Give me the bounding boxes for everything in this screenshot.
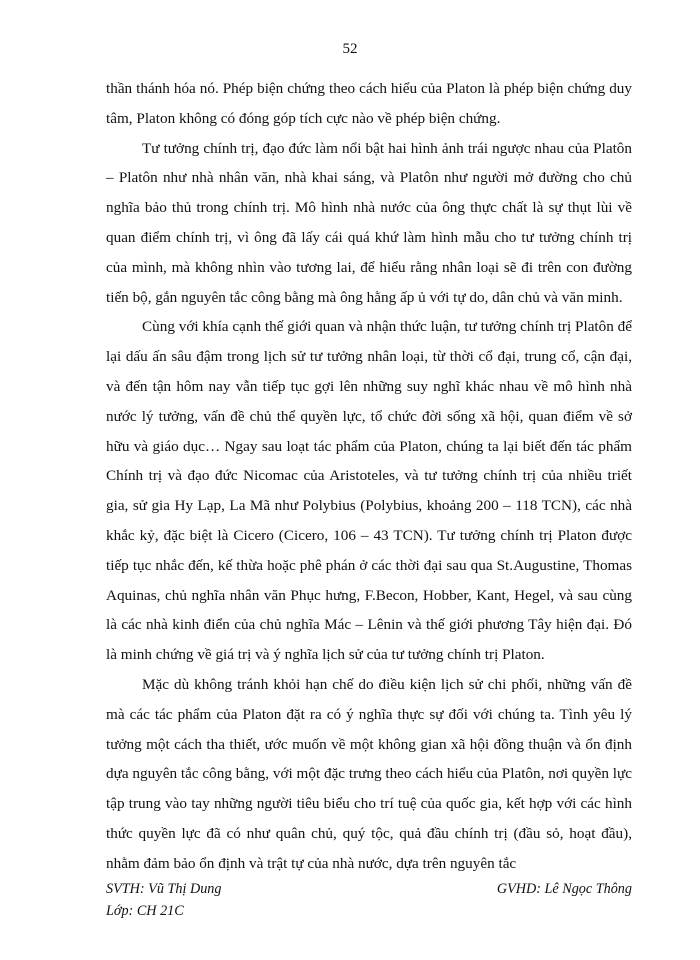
footer-advisor: GVHD: Lê Ngọc Thông xyxy=(496,881,632,897)
footer-class: Lớp: CH 21C xyxy=(106,903,184,919)
paragraph-4: Mặc dù không tránh khỏi hạn chế do điều kiện lịch sử chi phối, những vấn đề mà các tác phẩm của Platon đặt ra có ý nghĩa thực sự đối với chúng ta. Tình yêu lý tưởng một cách tha thiết, ước muốn về một không gian xã hội đồng thuận và ổn định dựa nguyên tắc công bằng, với một đặc trưng theo cách hiểu của Platôn, nơi quyền lực tập trung vào tay những người tiêu biểu cho trí tuệ của quốc gia, kết hợp với các hình thức quyền lực đã có như quân chủ, quý tộc, quả đầu chính trị (đầu sỏ, hoạt đầu), nhằm đảm bảo ổn định và trật tự của nhà nước, dựa trên nguyên tắc xyxy=(106,675,632,872)
page-number: 52 xyxy=(342,41,358,57)
paragraph-3: Cùng với khía cạnh thế giới quan và nhận thức luận, tư tưởng chính trị Platôn để lại dấu ấn sâu đậm trong lịch sử tư tưởng nhân loại, từ thời cổ đại, trung cổ, cận đại, và đến tận hôm nay vẫn tiếp tục gợi lên những suy nghĩ khác nhau về mô hình nhà nước lý tưởng, vấn đề chủ thể quyền lực, tổ chức đời sống xã hội, quan điểm về sở hữu và giáo dục… Ngay sau loạt tác phẩm của Platon, chúng ta lại biết đến tác phẩm Chính trị và đạo đức Nicomac của Aristoteles, và tư tưởng chính trị của nhiều triết gia, sử gia Hy Lạp, La Mã như Polybius (Polybius, khoảng 200 – 118 TCN), các nhà khắc kỷ, đặc biệt là Cicero (Cicero, 106 – 43 TCN). Tư tưởng chính trị Platon được tiếp tục nhắc đến, kế thừa hoặc phê phán ở các thời đại sau qua St.Augustine, Thomas Aquinas, chủ nghĩa nhân văn Phục hưng, F.Becon, Hobber, Kant, Hegel, và sau cùng là các nhà kinh điển của chủ nghĩa Mác – Lênin và thế giới phương Tây hiện đại. Đó là minh chứng về giá trị và ý nghĩa lịch sử của tư tưởng chính trị Platon. xyxy=(106,318,632,664)
paragraph-2: Tư tưởng chính trị, đạo đức làm nổi bật hai hình ảnh trái ngược nhau của Platôn – Platôn như nhà nhân văn, nhà khai sáng, và Platôn như người mở đường cho chủ nghĩa bảo thủ trong chính trị. Mô hình nhà nước của ông thực chất là sự thụt lùi về quan điểm chính trị, vì ông đã lấy cái quá khứ làm hình mẫu cho tư tưởng chính trị của mình, mà không nhìn vào tương lai, để hiểu rằng nhân loại sẽ đi trên con đường tiến bộ, gắn nguyên tắc công bằng mà ông hằng ấp ủ với tự do, dân chủ và văn minh. xyxy=(106,139,632,306)
footer-row-2 xyxy=(106,903,632,920)
footer-row-1 xyxy=(106,881,632,898)
body-text xyxy=(106,74,632,879)
paragraph-1: thần thánh hóa nó. Phép biện chứng theo cách hiểu của Platon là phép biện chứng duy tâm, Platon không có đóng góp tích cực nào về phép biện chứng. xyxy=(106,80,632,127)
footer-student: SVTH: Vũ Thị Dung xyxy=(106,881,222,897)
